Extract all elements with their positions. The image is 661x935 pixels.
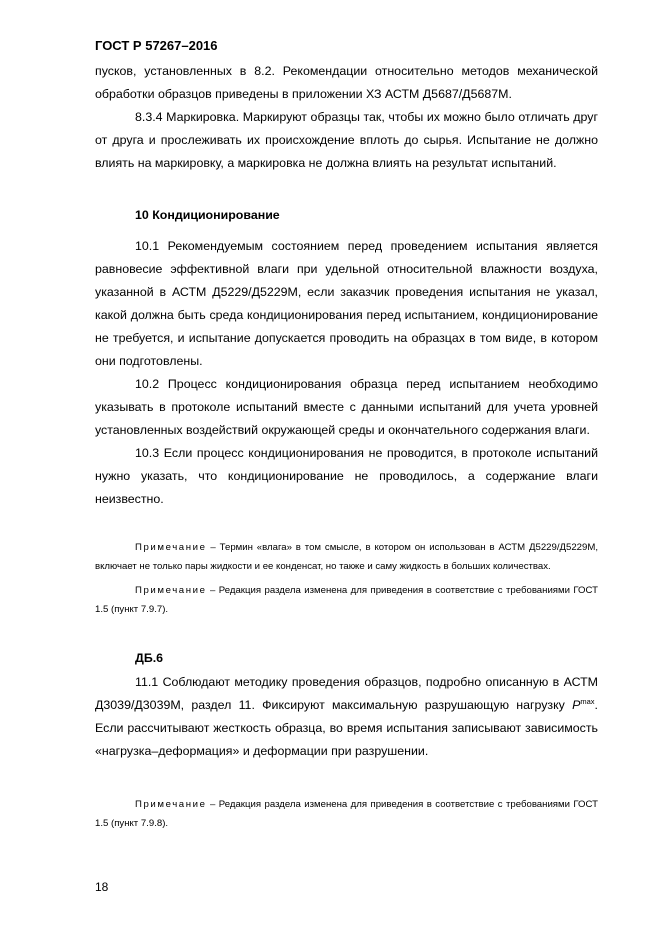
section-10 (95, 204, 598, 227)
section-db6 (95, 647, 598, 670)
note-2-label: Примечание (135, 585, 207, 596)
paragraph-10-1: 10.1 Рекомендуемым состоянием перед проведением испытания является равновесие эффективной влаги при удельной относительной влажности воздуха, указанной в АСТМ Д5229/Д5229М, если заказчик проведения испытания не указал, какой должна быть среда кондиционирования перед испытанием, кондиционирование не требуется, и испытание допускается проводить на образцах в том виде, в котором они подготовлены. (95, 239, 598, 368)
note-1 (95, 538, 598, 576)
paragraph-continued: пусков, установленных в 8.2. Рекомендации относительно методов механической обработки образцов приведены в приложении ХЗ АСТМ Д5687/Д5687М. (95, 64, 598, 101)
pmax-superscript: max (580, 697, 595, 706)
note-1-text: – Термин «влага» в том смысле, в котором он использован в АСТМ Д5229/Д5229М, включает не только пары жидкости и ее конденсат, но также и саму жидкость в больших количествах. (95, 542, 598, 572)
section-db6-body (95, 671, 598, 763)
section-10-notes (95, 538, 598, 619)
standard-number: ГОСТ Р 57267–2016 (95, 38, 218, 53)
note-3-text: – Редакция раздела изменена для приведения в соответствие с требованиями ГОСТ 1.5 (пункт 7.9.8). (95, 799, 598, 829)
paragraph-10-3: 10.3 Если процесс кондиционирования не проводится, в протоколе испытаний нужно указать, что кондиционирование не проводилось, а содержание влаги неизвестно. (95, 446, 598, 506)
note-2 (95, 581, 598, 619)
paragraph-10-2: 10.2 Процесс кондиционирования образца перед испытанием необходимо указывать в протоколе испытаний вместе с данными испытаний для учета уровней установленных воздействий окружающей среды и окончательного содержания влаги. (95, 377, 598, 437)
note-1-label: Примечание (135, 542, 207, 553)
pmax-symbol: P (572, 698, 581, 712)
note-3-label: Примечание (135, 799, 207, 810)
paragraph-8-3-4: 8.3.4 Маркировка. Маркируют образцы так, чтобы их можно было отличать друг от друга и прослеживать их происхождение вплоть до сырья. Испытание не должно влиять на маркировку, а маркировка не должна влиять на результат испытаний. (95, 110, 598, 170)
section-10-title: 10 Кондиционирование (135, 208, 280, 222)
note-2-text: – Редакция раздела изменена для приведения в соответствие с требованиями ГОСТ 1.5 (пункт 7.9.7). (95, 585, 598, 615)
paragraph-11-1 (95, 671, 598, 763)
page-number: 18 (95, 880, 109, 894)
text-block-top (95, 60, 598, 175)
note-3 (95, 795, 598, 833)
section-10-body (95, 235, 598, 511)
section-db6-title: ДБ.6 (135, 651, 164, 665)
paragraph-11-1-part-a: 11.1 Соблюдают методику проведения образцов, подробно описанную в АСТМ Д3039/Д3039М, раздел 11. Фиксируют максимальную разрушающую нагрузку (95, 675, 598, 712)
section-db6-notes (95, 795, 598, 833)
paragraph-11-1-part-b: . Если рассчитывают жесткость образца, во время испытания записывают зависимость «нагрузка–деформация» и деформации при разрушении. (95, 698, 598, 758)
